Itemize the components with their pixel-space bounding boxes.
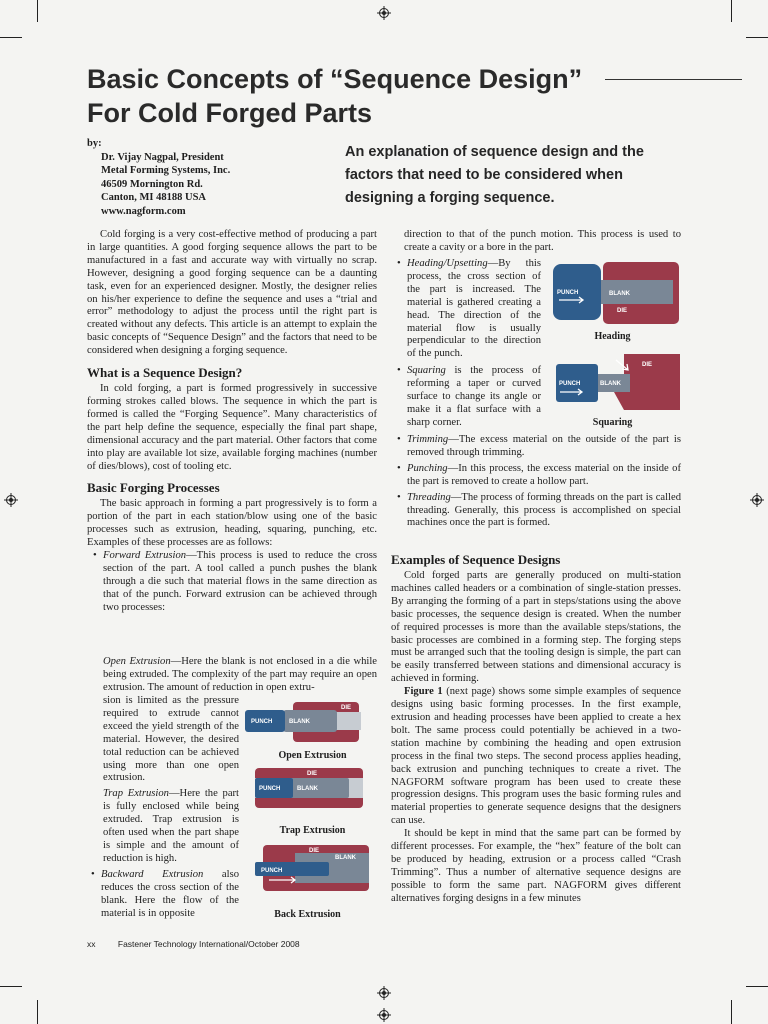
trap-extrusion-text: —Here the part is fully enclosed while being extruded. Trap extrusion is often used when the part shape is simple and the amount of reduction is high.	[103, 788, 239, 864]
open-extrusion-item	[103, 656, 377, 695]
registration-mark-icon	[377, 6, 391, 20]
crop-mark	[0, 986, 22, 987]
title-line-2: For Cold Forged Parts	[87, 98, 373, 128]
title-rule	[605, 79, 742, 80]
backward-extrusion-text: also reduces the cross section of the blank. Here the flow of the material is in opposite	[101, 868, 239, 919]
trap-extrusion-caption: Trap Extrusion	[279, 825, 346, 836]
blank-shape	[593, 280, 673, 304]
punching-term: Punching	[407, 462, 448, 474]
author-company: Metal Forming Systems, Inc.	[101, 165, 231, 176]
basic-paragraph: The basic approach in forming a part progressively is to form a portion of the part in each station/blow using one of the basic processes such as extrusion, heading, squaring, punching, etc. Examples of these processes are as follows:	[87, 498, 377, 549]
heading-what-is: What is a Sequence Design?	[87, 365, 243, 381]
punch-label: PUNCH	[559, 381, 581, 387]
registration-mark-icon	[750, 493, 764, 507]
examples-paragraph-3: It should be kept in mind that the same part can be formed by different processes. For example, the “hex” feature of the bolt can be produced by heading, extrusion or a process called “Crash Trimming”. Thus a number of alternative sequence designs are possible to form the same part. NAGFORM gives different alternatives forging designs in a few minutes	[391, 828, 681, 904]
squaring-text: is the process of reforming a taper or curved surface to change its angle or make it a flat surface with a sharp corner.	[407, 365, 541, 428]
blank-label: BLANK	[335, 855, 356, 861]
heading-text-block	[397, 258, 541, 430]
byline-label: by:	[87, 138, 102, 149]
threading-term: Threading	[407, 491, 451, 503]
open-extrusion-text-a: —Here the blank is not enclosed in a die while being extruded. The complexity of the part may require an open extrusion. The amount of reduction in open extru-	[103, 656, 377, 693]
back-extrusion-caption: Back Extrusion	[274, 909, 341, 920]
crop-mark	[746, 37, 768, 38]
back-extrusion-figure	[255, 843, 375, 895]
crop-mark	[731, 1000, 732, 1024]
squaring-item	[397, 365, 541, 430]
forward-extrusion-term: Forward Extrusion	[103, 550, 187, 562]
heading-text: —By this process, the cross section of the part is increased. The material is gathered creating a head. The direction of the material flow is usually perpendicular to the direction of the punch.	[407, 258, 541, 360]
blank-label: BLANK	[289, 719, 310, 725]
crop-mark	[37, 0, 38, 22]
die-label: DIE	[617, 308, 628, 314]
heading-figure	[553, 258, 683, 328]
trimming-term: Trimming	[407, 434, 449, 445]
backward-extrusion-item	[91, 869, 239, 921]
byline	[87, 137, 230, 218]
what-paragraph: In cold forging, a part is formed progressively in successive forming strokes called blows. The sequence in which the part is formed is called the “Forging Sequence”. Many characteristics of the part help define the sequence, especially the final part shape, dimensional accuracy and the part material. Other factors that come into play are available lot size, available forging machines (number of dies/blows), cost of tooling etc.	[87, 383, 377, 472]
trimming-text: —The excess material on the outside of the part is removed through trimming.	[407, 434, 681, 458]
page-footer	[87, 939, 300, 949]
trap-extrusion-item	[103, 788, 239, 865]
backward-extrusion-term: Backward Extrusion	[101, 868, 204, 880]
trimming-item	[397, 434, 681, 460]
right-column-examples	[391, 545, 681, 906]
squaring-caption: Squaring	[592, 417, 633, 428]
author-street: 46509 Mornington Rd.	[101, 178, 203, 190]
threading-text: —The process of forming threads on the part is called threading. Generally, this process is accomplished on special machines once the part is formed.	[407, 491, 681, 529]
footer-publication: Fastener Technology International/October 2008	[117, 939, 300, 949]
trap-extrusion-term: Trap Extrusion	[103, 788, 169, 800]
examples-paragraph-2	[391, 686, 681, 828]
open-extrusion-term: Open Extrusion	[103, 656, 171, 667]
intro-paragraph: Cold forging is a very cost-effective method of producing a part in large quantities. A good forging sequence allows the part to be manufactured in a fast and accurate way with virtually no scrap. However, designing a good forging sequence can be a daunting task, even for an experienced designer. Mostly, the designer relies on his/her experience to define the sequence and uses a “trial and error” methodology to adjust the process until the right part is created without any defects. This article is an attempt to explain the basic concepts of “Sequence Design” and the factors that need to be considered when designing a forging sequence.	[87, 229, 377, 357]
open-extrusion-narrow	[103, 695, 239, 920]
author-website[interactable]: www.nagform.com	[101, 205, 186, 217]
open-extrusion-text-b: sion is limited as the pressure required to extrude cannot exceed the yield strength of the material. However, the desired total reduction can be achieved using more than one open extrusion.	[103, 695, 239, 784]
punch-label: PUNCH	[261, 868, 283, 874]
crop-mark	[0, 37, 22, 38]
crop-mark	[746, 986, 768, 987]
punch-label: PUNCH	[557, 290, 579, 296]
crop-mark	[37, 1000, 38, 1024]
blank-label: BLANK	[297, 786, 318, 792]
right-column-bullets	[397, 434, 681, 530]
crop-mark	[731, 0, 732, 22]
examples-paragraph-1: Cold forged parts are generally produced on multi-station machines called headers or a combination of single-station presses. By arranging the forming of a part in steps/stations using the above basic processes, the sequence design is created. When the number of required processes is more than the available steps/stations, the basic processes are combined in a forming step. The forging steps must be arranged such that the tooling design is simple, the part can be easily transferred between stations and dimensional accuracy is achieved in forming.	[391, 570, 681, 685]
left-column	[87, 229, 377, 615]
right-column-top	[391, 229, 681, 255]
open-extrusion-top	[103, 656, 377, 695]
heading-term: Heading/Upsetting	[407, 258, 488, 269]
squaring-figure	[556, 352, 684, 414]
punching-item	[397, 463, 681, 489]
die-label: DIE	[341, 705, 352, 711]
punch-label: PUNCH	[251, 719, 273, 725]
page-number: xx	[87, 939, 96, 949]
heading-basic-processes: Basic Forging Processes	[87, 480, 220, 496]
die-label: DIE	[642, 362, 653, 368]
blank-label: BLANK	[600, 381, 621, 387]
blank-label: BLANK	[609, 291, 630, 297]
article-title	[87, 62, 647, 130]
forward-extrusion-text: —This process is used to reduce the cross section of the part. A tool called a punch pushes the blank through a die such that material flows in the same direction as that of the punch. Forward extrusion can be achieved through two processes:	[103, 550, 378, 613]
forward-extrusion-item	[93, 550, 377, 615]
open-extrusion-caption: Open Extrusion	[278, 750, 347, 761]
registration-mark-icon	[377, 1008, 391, 1022]
author-name: Dr. Vijay Nagpal, President	[101, 151, 224, 163]
squaring-term: Squaring	[407, 365, 446, 377]
registration-mark-icon	[4, 493, 18, 507]
heading-examples: Examples of Sequence Designs	[391, 552, 561, 567]
trap-extrusion-figure	[247, 766, 367, 812]
heading-item	[397, 258, 541, 361]
article-subtitle: An explanation of sequence design and the factors that need to be considered when designing a forging sequence.	[345, 144, 644, 206]
registration-mark-icon	[377, 986, 391, 1000]
threading-item	[397, 492, 681, 531]
title-line-1: Basic Concepts of “Sequence Design”	[87, 64, 583, 94]
figure-1-reference[interactable]: Figure 1	[404, 686, 443, 698]
die-label: DIE	[307, 771, 318, 777]
backward-continued: direction to that of the punch motion. This process is used to create a cavity or a bore in the part.	[404, 229, 681, 253]
punch-label: PUNCH	[259, 786, 281, 792]
open-extrusion-figure	[245, 700, 365, 746]
heading-caption: Heading	[594, 331, 631, 342]
punching-text: —In this process, the excess material on the inside of the part is removed to create a hollow part.	[407, 462, 681, 487]
die-label: DIE	[309, 848, 320, 854]
author-city: Canton, MI 48188 USA	[101, 192, 207, 203]
examples-paragraph-2-text: (next page) shows some simple examples of sequence designs using basic forming processes. In the first example, extrusion and heading processes have been applied to create a hex bolt. The same process could potentially be achieved in a two-station machine by combining the heading and open extrusion process in the final two steps. The second process applies heading, back extrusion and punching techniques to create a rivet. The NAGFORM software program has been used to create these progression designs. This program uses the basic forming rules and material properties to generate sequence designs that the designers can use.	[391, 686, 681, 827]
